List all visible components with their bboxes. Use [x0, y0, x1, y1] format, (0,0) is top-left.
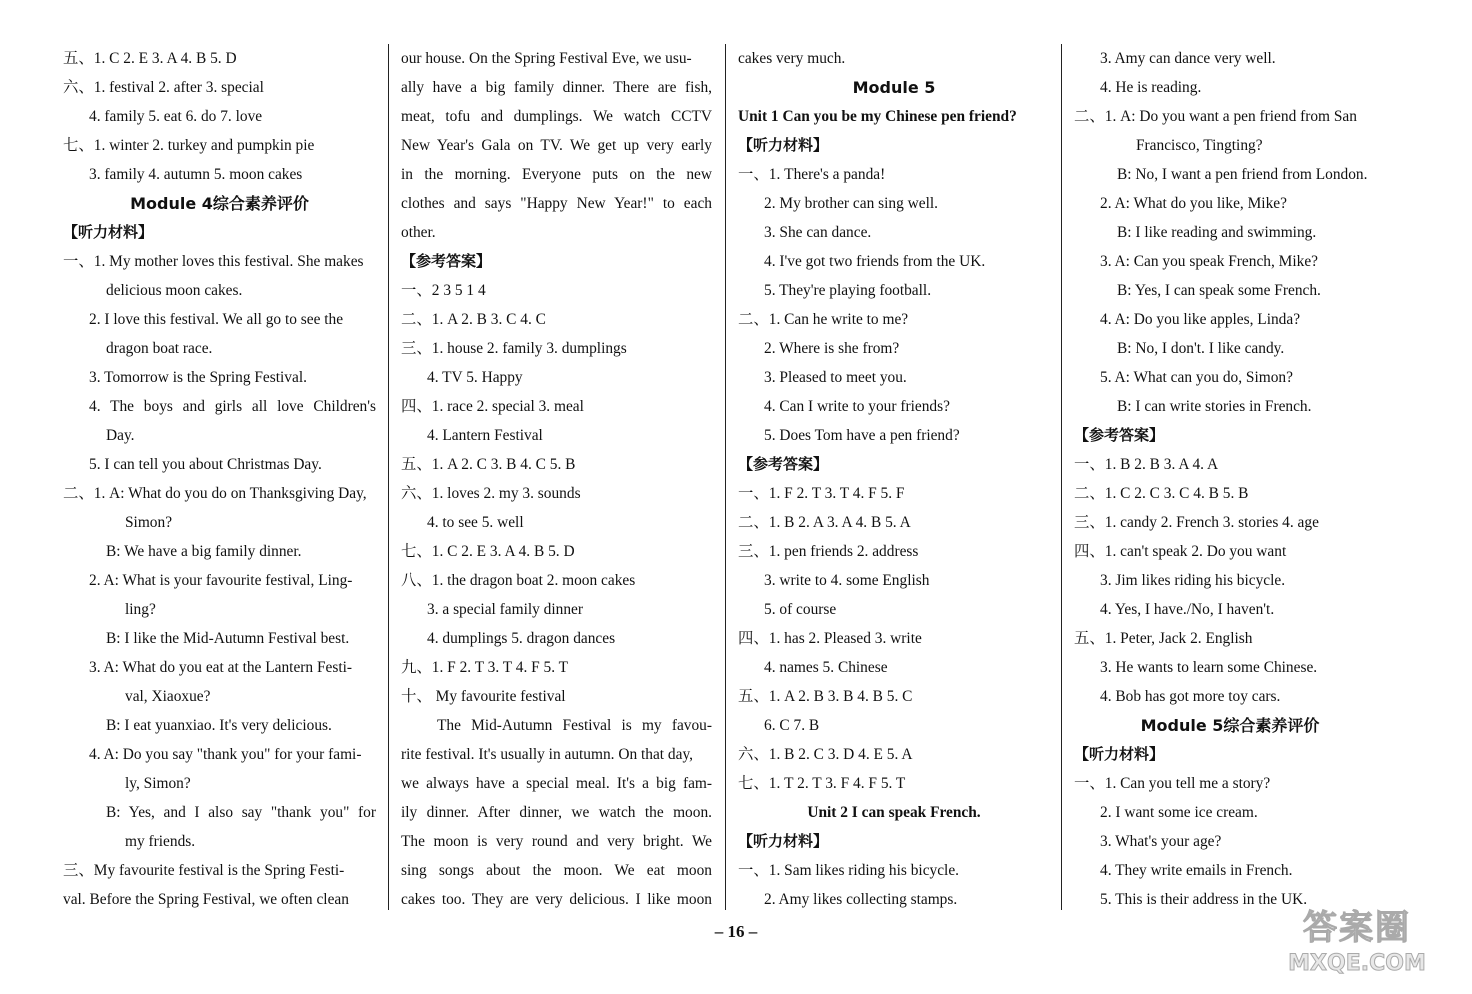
text-line: Simon? — [125, 514, 173, 531]
text-line: 5. I can tell you about Christmas Day. — [89, 456, 322, 473]
text-line: 一、1. There's a panda! — [738, 166, 886, 183]
text-line: 4. They write emails in French. — [1100, 862, 1293, 879]
text-line: 二、1. A: Do you want a pen friend from San — [1074, 108, 1357, 125]
text-line: 3. She can dance. — [764, 224, 872, 241]
text-line: 2. Where is she from? — [764, 340, 900, 357]
text-line: cakes very much. — [738, 50, 846, 67]
text-line: ily dinner. After dinner, we watch the moon. — [401, 804, 712, 821]
text-line: B: No, I don't. I like candy. — [1117, 340, 1285, 357]
text-line: delicious moon cakes. — [106, 282, 243, 299]
watermark-top: 答案圈 — [1303, 908, 1411, 948]
text-line: 3. What's your age? — [1100, 833, 1222, 850]
text-line: ally have a big family dinner. There are fish, — [401, 79, 712, 96]
text-line: 4. The boys and girls all love Children's — [89, 398, 376, 415]
text-line: 【听力材料】 — [738, 832, 829, 850]
text-line: 二、1. A 2. B 3. C 4. C — [401, 311, 546, 328]
text-line: ly, Simon? — [125, 775, 191, 792]
text-line: val, Xiaoxue? — [125, 688, 211, 705]
column-4 — [1074, 44, 1386, 914]
text-line: 五、1. C 2. E 3. A 4. B 5. D — [63, 50, 237, 67]
text-line: 六、1. festival 2. after 3. special — [63, 79, 264, 96]
text-line: 2. My brother can sing well. — [764, 195, 938, 212]
text-line: rite festival. It's usually in autumn. On that day, — [401, 746, 694, 763]
text-line: 4. A: Do you like apples, Linda? — [1100, 311, 1301, 328]
text-line: 3. Jim likes riding his bicycle. — [1100, 572, 1286, 589]
text-line: sing songs about the moon. We eat moon — [401, 862, 712, 879]
column-divider — [725, 44, 726, 910]
text-line: 一、1. B 2. B 3. A 4. A — [1074, 456, 1219, 473]
text-line: 三、1. pen friends 2. address — [738, 543, 919, 560]
text-line: my friends. — [125, 833, 196, 850]
text-line: 七、1. winter 2. turkey and pumpkin pie — [63, 137, 315, 154]
column-2 — [401, 44, 712, 914]
text-line: 七、1. C 2. E 3. A 4. B 5. D — [401, 543, 575, 560]
text-line: 2. A: What do you like, Mike? — [1100, 195, 1287, 212]
text-line: 二、1. C 2. C 3. C 4. B 5. B — [1074, 485, 1249, 502]
text-line: 三、My favourite festival is the Spring Festi- — [63, 862, 345, 879]
text-line: Unit 2 I can speak French. — [807, 804, 981, 821]
watermark-logo — [1262, 906, 1452, 986]
text-line: 3. a special family dinner — [427, 601, 583, 618]
text-line: 十、 My favourite festival — [401, 688, 566, 705]
watermark-bottom: MXQE.COM — [1288, 951, 1426, 976]
text-line: New Year's Gala on TV. We get up very early — [401, 137, 712, 154]
text-line: 2. Amy likes collecting stamps. — [764, 891, 958, 908]
text-line: 二、1. B 2. A 3. A 4. B 5. A — [738, 514, 911, 531]
text-line: Unit 1 Can you be my Chinese pen friend? — [738, 108, 1017, 125]
text-line: Module 5 — [852, 78, 936, 97]
text-line: 一、1. Sam likes riding his bicycle. — [738, 862, 959, 879]
text-line: B: I can write stories in French. — [1117, 398, 1312, 415]
text-line: we always have a special meal. It's a big fam- — [401, 775, 712, 792]
text-line: 4. I've got two friends from the UK. — [764, 253, 986, 270]
column-1 — [63, 44, 376, 914]
text-line: 4. to see 5. well — [427, 514, 524, 531]
text-line: val. Before the Spring Festival, we often clean — [63, 891, 349, 908]
text-line: 三、1. candy 2. French 3. stories 4. age — [1074, 514, 1319, 531]
text-line: other. — [401, 224, 436, 241]
text-line: 3. Pleased to meet you. — [764, 369, 907, 386]
text-line: cakes too. They are very delicious. I like moon — [401, 891, 712, 908]
text-line: B: No, I want a pen friend from London. — [1117, 166, 1368, 183]
text-line: dragon boat race. — [106, 340, 213, 357]
text-line: 【听力材料】 — [738, 136, 829, 154]
text-line: B: We have a big family dinner. — [106, 543, 302, 560]
text-line: 八、1. the dragon boat 2. moon cakes — [401, 572, 636, 589]
text-line: 2. A: What is your favourite festival, Ling- — [89, 572, 353, 589]
text-line: 4. Can I write to your friends? — [764, 398, 950, 415]
text-line: ling? — [125, 601, 156, 618]
text-line: 3. He wants to learn some Chinese. — [1100, 659, 1318, 676]
text-line: 3. Tomorrow is the Spring Festival. — [89, 369, 307, 386]
text-line: 【参考答案】 — [738, 455, 829, 473]
text-line: 三、1. house 2. family 3. dumplings — [401, 340, 627, 357]
text-line: The moon is very round and very bright. We — [401, 833, 712, 850]
text-line: 4. names 5. Chinese — [764, 659, 888, 676]
text-line: 2. I love this festival. We all go to see the — [89, 311, 344, 328]
text-line: 二、1. Can he write to me? — [738, 311, 909, 328]
column-3 — [738, 44, 1050, 914]
text-line: Francisco, Tingting? — [1136, 137, 1263, 154]
text-line: 九、1. F 2. T 3. T 4. F 5. T — [401, 659, 569, 676]
text-line: 四、1. race 2. special 3. meal — [401, 398, 584, 415]
text-line: 七、1. T 2. T 3. F 4. F 5. T — [738, 775, 906, 792]
text-line: 6. C 7. B — [764, 717, 820, 734]
text-line: 3. family 4. autumn 5. moon cakes — [89, 166, 303, 183]
text-line: B: I eat yuanxiao. It's very delicious. — [106, 717, 332, 734]
text-line: 二、1. A: What do you do on Thanksgiving Day, — [63, 485, 367, 502]
text-line: 六、1. loves 2. my 3. sounds — [401, 485, 581, 502]
text-line: our house. On the Spring Festival Eve, we usu- — [401, 50, 692, 67]
text-line: B: Yes, I can speak some French. — [1117, 282, 1321, 299]
column-divider — [388, 44, 389, 910]
text-line: B: I like reading and swimming. — [1117, 224, 1317, 241]
text-line: Module 4综合素养评价 — [130, 194, 309, 213]
text-line: 4. TV 5. Happy — [427, 369, 523, 386]
text-line: 一、1. My mother loves this festival. She makes — [63, 253, 364, 270]
text-line: 【参考答案】 — [1074, 426, 1165, 444]
text-line: 5. They're playing football. — [764, 282, 932, 299]
text-line: 4. family 5. eat 6. do 7. love — [89, 108, 263, 125]
text-line: 3. A: Can you speak French, Mike? — [1100, 253, 1318, 270]
text-line: clothes and says "Happy New Year!" to each — [401, 195, 712, 212]
text-line: 五、1. A 2. B 3. B 4. B 5. C — [738, 688, 913, 705]
text-line: 四、1. has 2. Pleased 3. write — [738, 630, 922, 647]
column-divider — [1061, 44, 1062, 910]
text-line: 【参考答案】 — [401, 252, 492, 270]
text-line: Module 5综合素养评价 — [1140, 716, 1320, 735]
text-line: 5. This is their address in the UK. — [1100, 891, 1308, 908]
text-line: 【听力材料】 — [1074, 745, 1165, 763]
text-line: 五、1. A 2. C 3. B 4. C 5. B — [401, 456, 576, 473]
text-line: 4. Bob has got more toy cars. — [1100, 688, 1281, 705]
text-line: 4. Yes, I have./No, I haven't. — [1100, 601, 1275, 618]
text-line: B: I like the Mid-Autumn Festival best. — [106, 630, 350, 647]
text-line: meat, tofu and dumplings. We watch CCTV — [401, 108, 712, 125]
page-number: – 16 – — [714, 922, 758, 941]
text-line: 3. Amy can dance very well. — [1100, 50, 1276, 67]
text-line: 5. A: What can you do, Simon? — [1100, 369, 1293, 386]
text-line: B: Yes, and I also say "thank you" for — [106, 804, 376, 821]
text-line: 4. He is reading. — [1100, 79, 1202, 96]
text-line: 2. I want some ice cream. — [1100, 804, 1258, 821]
text-line: 一、2 3 5 1 4 — [401, 282, 486, 299]
text-line: The Mid-Autumn Festival is my favou- — [437, 717, 712, 734]
text-line: 四、1. can't speak 2. Do you want — [1074, 543, 1287, 560]
text-line: 4. dumplings 5. dragon dances — [427, 630, 616, 647]
text-line: 一、1. Can you tell me a story? — [1074, 775, 1271, 792]
text-line: 【听力材料】 — [63, 223, 154, 241]
text-line: in the morning. Everyone puts on the new — [401, 166, 712, 183]
text-line: 5. Does Tom have a pen friend? — [764, 427, 960, 444]
text-line: Day. — [106, 427, 135, 444]
text-line: 六、1. B 2. C 3. D 4. E 5. A — [738, 746, 913, 763]
text-line: 五、1. Peter, Jack 2. English — [1074, 630, 1253, 647]
text-line: 4. Lantern Festival — [427, 427, 543, 444]
text-line: 3. write to 4. some English — [764, 572, 930, 589]
text-line: 4. A: Do you say "thank you" for your fami- — [89, 746, 362, 763]
text-line: 一、1. F 2. T 3. T 4. F 5. F — [738, 485, 905, 502]
text-line: 3. A: What do you eat at the Lantern Festi- — [89, 659, 353, 676]
text-line: 5. of course — [764, 601, 837, 618]
